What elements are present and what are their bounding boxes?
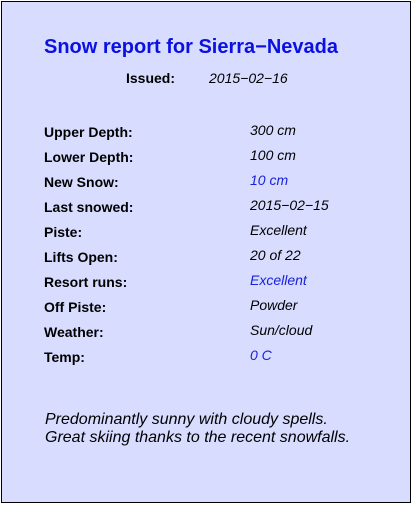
condition-label: Lower Depth:: [44, 149, 134, 165]
summary-line: Predominantly sunny with cloudy spells.: [45, 411, 328, 428]
condition-row-piste: [44, 220, 384, 245]
condition-row-resort-runs: [44, 270, 384, 295]
condition-row-weather: [44, 320, 384, 345]
condition-row-lower-depth: [44, 145, 384, 170]
condition-label: Weather:: [44, 324, 104, 340]
condition-label: New Snow:: [44, 174, 119, 190]
issued-date: 2015−02−16: [209, 70, 288, 86]
issued-label: Issued:: [126, 70, 176, 86]
condition-label: Piste:: [44, 224, 83, 240]
condition-value: 2015−02−15: [250, 197, 329, 213]
condition-row-new-snow: [44, 170, 384, 195]
condition-value: 20 of 22: [250, 247, 301, 263]
summary-line: Great skiing thanks to the recent snowfalls.: [45, 429, 351, 446]
condition-row-upper-depth: [44, 120, 384, 145]
condition-row-off-piste: [44, 295, 384, 320]
condition-label: Upper Depth:: [44, 124, 133, 140]
condition-value: Powder: [250, 297, 298, 313]
condition-label: Off Piste:: [44, 299, 107, 315]
condition-value: 100 cm: [250, 147, 296, 163]
condition-value: Sun/cloud: [250, 322, 313, 338]
condition-row-lifts-open: [44, 245, 384, 270]
condition-label: Resort runs:: [44, 274, 128, 290]
condition-value: 10 cm: [250, 172, 289, 188]
condition-row-temp: [44, 345, 384, 370]
snow-report-card: [1, 1, 411, 503]
condition-value: 300 cm: [250, 122, 296, 138]
conditions-list: [44, 120, 384, 370]
condition-value: Excellent: [250, 272, 307, 288]
report-title: Snow report for Sierra−Nevada: [44, 36, 338, 58]
condition-label: Lifts Open:: [44, 249, 118, 265]
condition-value: Excellent: [250, 222, 307, 238]
report-summary: [45, 411, 405, 447]
condition-row-last-snowed: [44, 195, 384, 220]
condition-label: Temp:: [44, 349, 85, 365]
condition-value: 0 C: [250, 347, 272, 363]
condition-label: Last snowed:: [44, 199, 134, 215]
